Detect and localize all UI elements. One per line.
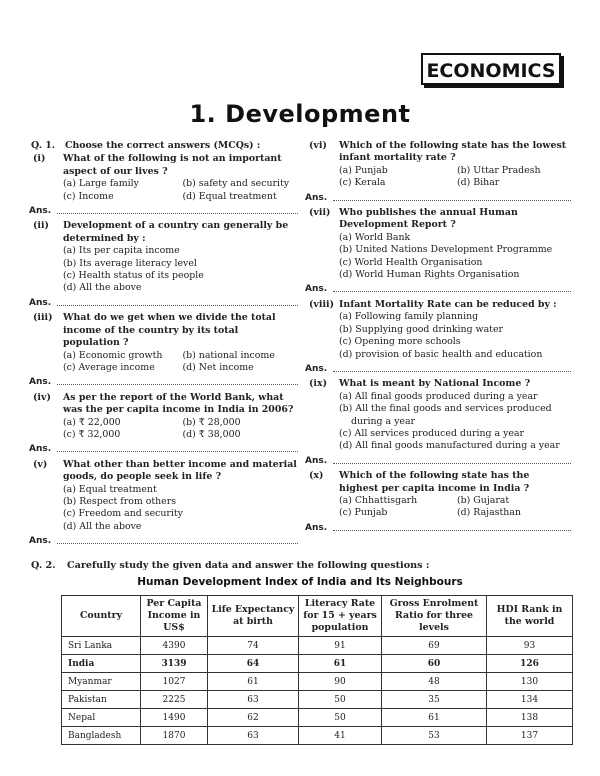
country-cell: Sri Lanka (62, 637, 141, 655)
mcq-question (305, 470, 571, 534)
mcq-question (305, 298, 571, 375)
options-list (33, 484, 298, 534)
table-cell: 48 (382, 673, 487, 691)
table-cell: 60 (382, 655, 487, 673)
option-item: (c) Opening more schools (339, 336, 461, 348)
table-cell: 61 (299, 655, 382, 673)
option-item: (d) World Human Rights Organisation (339, 269, 520, 281)
table-cell: 90 (299, 673, 382, 691)
table-cell: 50 (299, 691, 382, 709)
option-item: (b) United Nations Development Programme (339, 244, 553, 256)
table-cell: 3139 (141, 655, 208, 673)
answer-label: Ans. (29, 297, 52, 308)
answer-blank (57, 443, 298, 452)
hdi-table (61, 595, 573, 745)
country-cell: Bangladesh (62, 727, 141, 745)
option-item: (d) All the above (63, 282, 142, 294)
options-list (309, 165, 571, 190)
question-number: (vi) (309, 140, 327, 151)
table-caption: Human Development Index of India and Its Neighbours (137, 576, 463, 588)
answer-label: Ans. (305, 284, 328, 295)
option-item: (b) Respect from others (63, 495, 177, 507)
option-item: (c) Health status of its people (63, 270, 204, 282)
table-cell: 53 (382, 727, 487, 745)
options-list (33, 178, 298, 203)
chapter-title: 1. Development (189, 100, 411, 128)
table-cell: 1027 (141, 673, 208, 691)
question-text-row (309, 378, 571, 390)
answer-blank (333, 192, 571, 201)
table-row (62, 673, 573, 691)
answer-label: Ans. (29, 377, 52, 388)
left-column (29, 140, 298, 551)
option-item: (a) Equal treatment (63, 483, 157, 495)
q1-heading (33, 140, 298, 152)
q2-heading (31, 560, 571, 571)
option-item: (d) All the above (63, 520, 142, 532)
options-list (33, 350, 298, 375)
table-cell: 93 (487, 637, 573, 655)
right-column (305, 140, 571, 537)
header-life-expectancy: Life Expectancy at birth (208, 596, 299, 637)
option-item: (a) Its per capita income (63, 245, 180, 257)
mcq-question (29, 220, 298, 309)
table-cell: 1490 (141, 709, 208, 727)
table-cell: 50 (299, 709, 382, 727)
answer-blank (57, 205, 298, 214)
table-cell: 61 (382, 709, 487, 727)
option-item: (b) Its average literacy level (63, 257, 197, 269)
table-cell: 130 (487, 673, 573, 691)
option-item: (b) national income (182, 349, 275, 361)
option-item: (d) Net income (182, 361, 254, 373)
question-text-row (33, 459, 298, 484)
option-item: (a) Chhattisgarh (339, 494, 418, 506)
mcq-question (29, 153, 298, 217)
question-text: What do we get when we divide the total income of the country by its total population ? (63, 312, 276, 349)
question-number: (iv) (33, 391, 51, 403)
option-item: (a) Punjab (339, 164, 388, 176)
answer-blank (333, 455, 571, 464)
question-text-row (33, 220, 298, 245)
table-row (62, 709, 573, 727)
table-cell: 91 (299, 637, 382, 655)
option-item: (c) Punjab (339, 507, 388, 519)
question-number: (iii) (33, 312, 53, 324)
answer-label: Ans. (29, 444, 52, 455)
mcq-question (305, 140, 571, 204)
options-list (33, 417, 298, 442)
option-item: (a) All final goods produced during a year (339, 390, 538, 402)
header-gross-enrolment: Gross Enrolment Ratio for three levels (382, 596, 487, 637)
option-item: (c) World Health Organisation (339, 256, 483, 268)
option-item: (a) World Bank (339, 231, 411, 243)
option-item: (a) ₹ 22,000 (63, 416, 121, 428)
question-number: (v) (33, 458, 48, 470)
answer-label: Ans. (305, 455, 328, 466)
answer-line (305, 455, 571, 467)
answer-line (305, 363, 571, 375)
header-hdi-rank: HDI Rank in the world (487, 596, 573, 637)
question-text-row (33, 392, 298, 417)
question-text-row (309, 207, 571, 232)
country-cell: Pakistan (62, 691, 141, 709)
table-cell: 126 (487, 655, 573, 673)
option-item: (b) safety and security (182, 178, 290, 190)
option-item: (c) Kerala (339, 177, 386, 189)
q1-instruction: Choose the correct answers (MCQs) : (65, 140, 261, 151)
answer-label: Ans. (305, 363, 328, 374)
country-cell: Nepal (62, 709, 141, 727)
table-cell: 69 (382, 637, 487, 655)
answer-label: Ans. (305, 522, 328, 533)
option-item: (d) provision of basic health and education (339, 348, 543, 360)
question-text-row (33, 312, 298, 349)
option-item: (c) ₹ 32,000 (63, 428, 121, 440)
option-item: (d) All final goods manufactured during a year (339, 440, 560, 452)
question-number: (x) (309, 470, 324, 482)
option-item: (c) Average income (63, 361, 155, 373)
options-list (33, 245, 298, 295)
answer-line (29, 297, 298, 309)
mcq-question (305, 207, 571, 296)
answer-line (29, 205, 298, 217)
question-number: (ix) (309, 378, 328, 390)
table-cell: 2225 (141, 691, 208, 709)
country-cell: Myanmar (62, 673, 141, 691)
question-text-row (309, 299, 571, 311)
table-cell: 61 (208, 673, 299, 691)
question-text: What is meant by National Income ? (339, 378, 531, 390)
q1-number: Q. 1. (31, 140, 56, 151)
header-per-capita-income: Per Capita Income in US$ (141, 596, 208, 637)
subject-badge: ECONOMICS (421, 53, 561, 85)
table-row (62, 655, 573, 673)
table-cell: 134 (487, 691, 573, 709)
answer-blank (57, 297, 298, 306)
mcq-question (29, 391, 298, 456)
answer-line (305, 192, 571, 204)
table-cell: 64 (208, 655, 299, 673)
question-text: What of the following is not an important aspect of our lives ? (63, 153, 282, 177)
table-cell: 137 (487, 727, 573, 745)
question-number: (ii) (33, 220, 49, 232)
question-text: Development of a country can generally be determined by : (63, 220, 289, 244)
question-text: Which of the following state has the highest per capita income in India ? (339, 470, 530, 494)
table-cell: 4390 (141, 637, 208, 655)
answer-label: Ans. (29, 206, 52, 217)
question-number: (vii) (309, 207, 331, 219)
q2-instruction: Carefully study the given data and answer the following questions : (67, 560, 430, 571)
question-text: As per the report of the World Bank, what was the per capita income in India in 2006? (63, 391, 294, 416)
option-item: (d) Rajasthan (457, 507, 521, 519)
question-number: (i) (33, 153, 46, 165)
table-cell: 63 (208, 691, 299, 709)
question-text-row (309, 470, 571, 495)
option-item: (d) Bihar (457, 177, 500, 189)
answer-blank (333, 363, 571, 372)
question-text-row (309, 140, 571, 165)
header-country: Country (62, 596, 141, 637)
option-item: (b) ₹ 28,000 (182, 416, 241, 428)
answer-label: Ans. (305, 192, 328, 203)
option-item: (a) Economic growth (63, 349, 163, 361)
table-row (62, 727, 573, 745)
answer-line (305, 522, 571, 534)
option-item: (b) Gujarat (457, 494, 510, 506)
answer-blank (333, 522, 571, 531)
question-text: Who publishes the annual Human Development Report ? (339, 207, 518, 231)
table-cell: 138 (487, 709, 573, 727)
header-literacy-rate: Literacy Rate for 15 + years population (299, 596, 382, 637)
option-item: (d) ₹ 38,000 (182, 428, 241, 440)
mcq-question (305, 378, 571, 467)
table-cell: 74 (208, 637, 299, 655)
question-text: What other than better income and material goods, do people seek in life ? (63, 458, 297, 483)
option-item: (d) Equal treatment (182, 190, 277, 202)
answer-line (29, 376, 298, 388)
table-cell: 62 (208, 709, 299, 727)
answer-blank (57, 535, 298, 544)
country-cell: India (62, 655, 141, 673)
table-cell: 63 (208, 727, 299, 745)
answer-line (29, 535, 298, 547)
table-cell: 41 (299, 727, 382, 745)
option-item: (b) All the final goods and services produced during a year (339, 403, 552, 427)
option-item: (c) Freedom and security (63, 508, 183, 520)
question-text: Which of the following state has the lowest infant mortality rate ? (339, 140, 567, 164)
table-row (62, 637, 573, 655)
options-list (309, 391, 571, 453)
question-text: Infant Mortality Rate can be reduced by : (339, 298, 557, 310)
q2-number: Q. 2. (31, 560, 56, 571)
answer-blank (57, 376, 298, 385)
mcq-question (29, 312, 298, 388)
mcq-question (29, 458, 298, 548)
answer-label: Ans. (29, 536, 52, 547)
option-item: (b) Uttar Pradesh (457, 164, 541, 176)
option-item: (c) Income (63, 190, 114, 202)
question-number: (viii) (309, 298, 335, 310)
table-header-row (62, 596, 573, 637)
options-list (309, 495, 571, 520)
option-item: (b) Supplying good drinking water (339, 323, 503, 335)
options-list (309, 311, 571, 361)
question-text-row (33, 153, 298, 178)
option-item: (a) Large family (63, 178, 139, 190)
options-list (309, 232, 571, 282)
answer-line (305, 283, 571, 295)
table-cell: 1870 (141, 727, 208, 745)
table-cell: 35 (382, 691, 487, 709)
option-item: (c) All services produced during a year (339, 427, 524, 439)
answer-blank (333, 283, 571, 292)
table-row (62, 691, 573, 709)
answer-line (29, 443, 298, 455)
option-item: (a) Following family planning (339, 311, 479, 323)
